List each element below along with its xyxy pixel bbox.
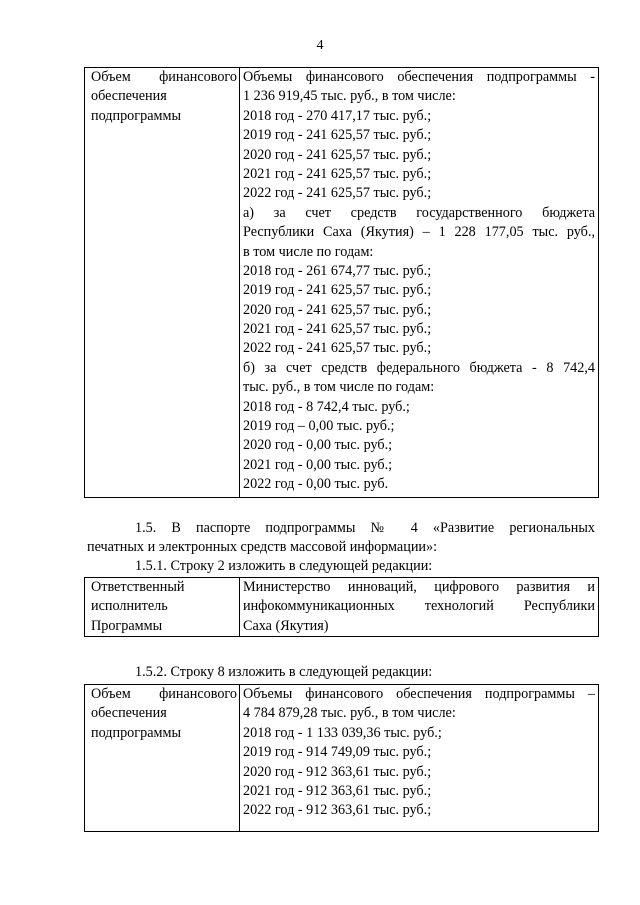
value-line: Саха (Якутия) xyxy=(243,617,329,634)
financing-table-1 xyxy=(84,67,599,498)
value-line: 1 236 919,45 тыс. руб., в том числе: xyxy=(243,88,456,105)
paragraph-1-5-2 xyxy=(87,663,595,682)
value-line: 2018 год - 261 674,77 тыс. руб.; xyxy=(243,262,432,279)
row-label-cell xyxy=(85,68,240,498)
page-number: 4 xyxy=(316,38,324,53)
value-line: 4 784 879,28 тыс. руб., в том числе: xyxy=(243,705,456,722)
table-row xyxy=(85,578,599,637)
value-line: 2022 год - 912 363,61 тыс. руб.; xyxy=(243,802,432,819)
label-line: обеспечения xyxy=(91,88,167,105)
value-line: 2020 год - 912 363,61 тыс. руб.; xyxy=(243,763,432,780)
value-line: 2021 год - 912 363,61 тыс. руб.; xyxy=(243,782,432,799)
value-line: 2020 год - 0,00 тыс. руб.; xyxy=(243,437,393,454)
value-line: 2021 год - 0,00 тыс. руб.; xyxy=(243,456,393,473)
label-line: Объем финансового xyxy=(91,69,237,85)
row-value-cell xyxy=(240,68,599,498)
value-line: а) за счет средств государственного бюджета xyxy=(243,204,595,221)
value-line: Министерство инноваций, цифрового развития и xyxy=(243,579,595,595)
value-line: 2022 год - 0,00 тыс. руб. xyxy=(243,476,389,493)
value-line: 2019 год - 241 625,57 тыс. руб.; xyxy=(243,127,432,144)
value-line: 2018 год - 270 417,17 тыс. руб.; xyxy=(243,107,432,124)
paragraph-line: 1.5.2. Строку 8 изложить в следующей редакции: xyxy=(135,664,433,680)
value-line: 2020 год - 241 625,57 тыс. руб.; xyxy=(243,301,432,318)
label-line: Программы xyxy=(91,617,163,634)
responsible-executor-table xyxy=(84,577,599,637)
label-line: подпрограммы xyxy=(91,107,181,124)
value-line: 2019 год - 241 625,57 тыс. руб.; xyxy=(243,282,432,299)
value-line: 2022 год - 241 625,57 тыс. руб.; xyxy=(243,340,432,357)
label-line: Объем финансового xyxy=(91,686,237,702)
value-line: 2018 год - 1 133 039,36 тыс. руб.; xyxy=(243,724,442,741)
label-line: подпрограммы xyxy=(91,724,181,741)
row-label-cell xyxy=(85,685,240,832)
row-label-cell xyxy=(85,578,240,637)
value-line: тыс. руб., в том числе по годам: xyxy=(243,379,435,396)
value-line: Объемы финансового обеспечения подпрограммы - xyxy=(243,69,595,85)
value-line: 2021 год - 241 625,57 тыс. руб.; xyxy=(243,165,432,182)
paragraph-line: 1.5.1. Строку 2 изложить в следующей редакции: xyxy=(135,558,433,574)
table-row xyxy=(85,685,599,832)
value-line: 2021 год - 241 625,57 тыс. руб.; xyxy=(243,321,432,338)
value-line: 2020 год - 241 625,57 тыс. руб.; xyxy=(243,146,432,163)
value-line: в том числе по годам: xyxy=(243,243,374,260)
paragraph-1-5 xyxy=(87,519,595,576)
value-line: Республики Саха (Якутия) – 1 228 177,05 тыс. руб., xyxy=(243,224,595,241)
financing-table-2 xyxy=(84,684,599,832)
value-line: б) за счет средств федерального бюджета - 8 742,4 xyxy=(243,359,595,376)
label-line: Ответственный xyxy=(91,579,185,595)
row-value-cell xyxy=(240,685,599,832)
row-value-cell xyxy=(240,578,599,637)
label-line: обеспечения xyxy=(91,705,167,722)
value-line: 2022 год - 241 625,57 тыс. руб.; xyxy=(243,185,432,202)
value-line: инфокоммуникационных технологий Республики xyxy=(243,598,595,615)
value-line: 2019 год - 914 749,09 тыс. руб.; xyxy=(243,744,432,761)
table-row xyxy=(85,68,599,498)
label-line: исполнитель xyxy=(91,598,168,615)
value-line: 2019 год – 0,00 тыс. руб.; xyxy=(243,418,395,435)
value-line: Объемы финансового обеспечения подпрограммы – xyxy=(243,686,595,702)
value-line: 2018 год - 8 742,4 тыс. руб.; xyxy=(243,398,410,415)
paragraph-line: печатных и электронных средств массовой информации»: xyxy=(87,539,438,555)
paragraph-line: 1.5. В паспорте подпрограммы № 4 «Развитие региональных xyxy=(135,520,595,536)
